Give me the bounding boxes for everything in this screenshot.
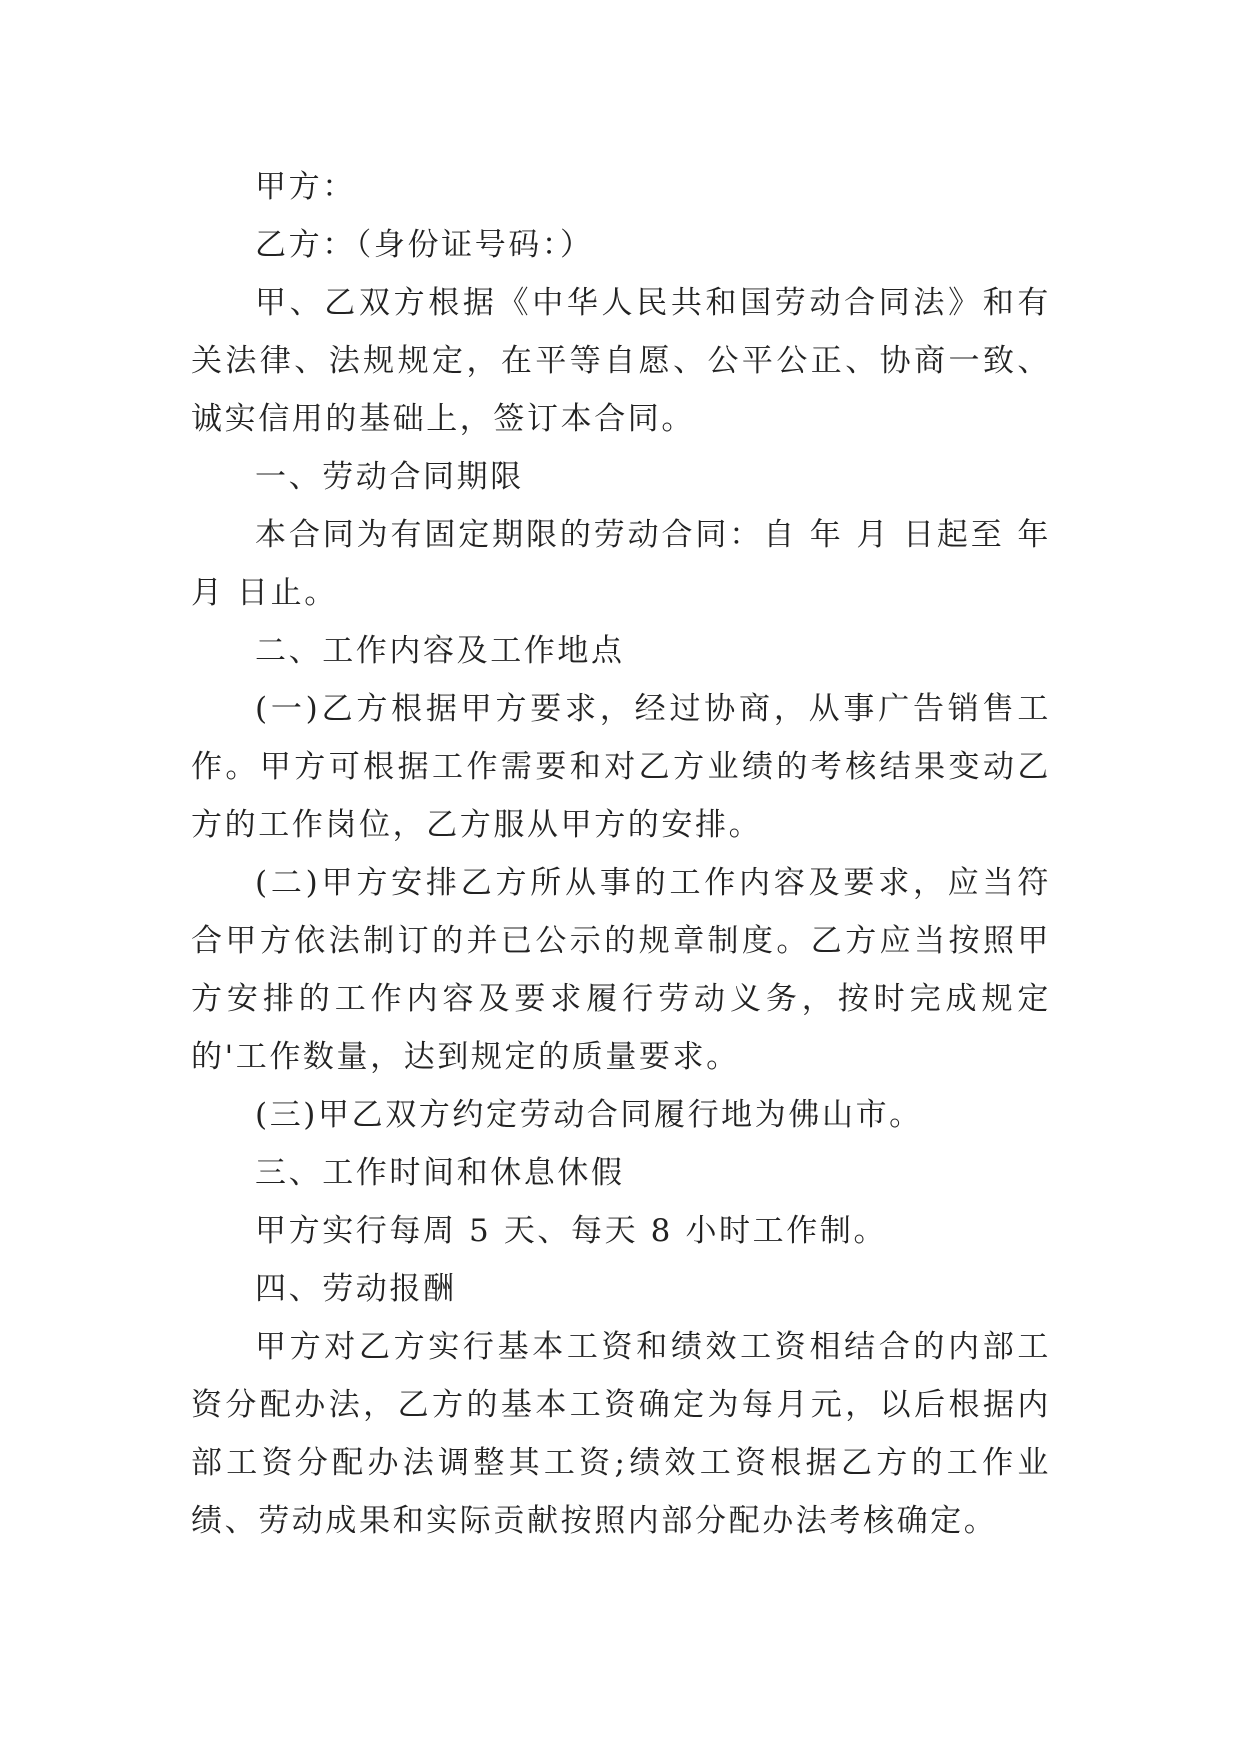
party-a-line: 甲方：	[255, 169, 356, 205]
section-heading-contract-term: 一、劳动合同期限	[255, 459, 524, 495]
work-content-item-3: (三)甲乙双方约定劳动合同履行地为佛山市。	[255, 1097, 923, 1133]
work-content-item-2: (二)甲方安排乙方所从事的工作内容及要求，应当符合甲方依法制订的并已公示的规章制度。乙方应当按照甲方安排的工作内容及要求履行劳动义务，按时完成规定的'工作数量，达到规定的质量要求。	[191, 865, 1051, 1075]
section-heading-work-content: 二、工作内容及工作地点	[255, 633, 625, 669]
working-hours-paragraph: 甲方实行每周 5 天、每天 8 小时工作制。	[255, 1213, 888, 1249]
remuneration-paragraph: 甲方对乙方实行基本工资和绩效工资相结合的内部工资分配办法，乙方的基本工资确定为每月元，以后根据内部工资分配办法调整其工资;绩效工资根据乙方的工作业绩、劳动成果和实际贡献按照内部分配办法考核确定。	[191, 1329, 1051, 1539]
contract-term-paragraph: 本合同为有固定期限的劳动合同：自 年 月 日起至 年月 日止。	[191, 517, 1051, 611]
preamble-paragraph: 甲、乙双方根据《中华人民共和国劳动合同法》和有关法律、法规规定，在平等自愿、公平公正、协商一致、诚实信用的基础上，签订本合同。	[191, 285, 1051, 437]
work-content-item-1: (一)乙方根据甲方要求，经过协商，从事广告销售工作。甲方可根据工作需要和对乙方业绩的考核结果变动乙方的工作岗位，乙方服从甲方的安排。	[191, 691, 1051, 843]
section-heading-remuneration: 四、劳动报酬	[255, 1271, 457, 1307]
party-b-line: 乙方：（身份证号码：）	[255, 227, 594, 263]
section-heading-working-hours: 三、工作时间和休息休假	[255, 1155, 625, 1191]
document-body	[191, 158, 1051, 1550]
